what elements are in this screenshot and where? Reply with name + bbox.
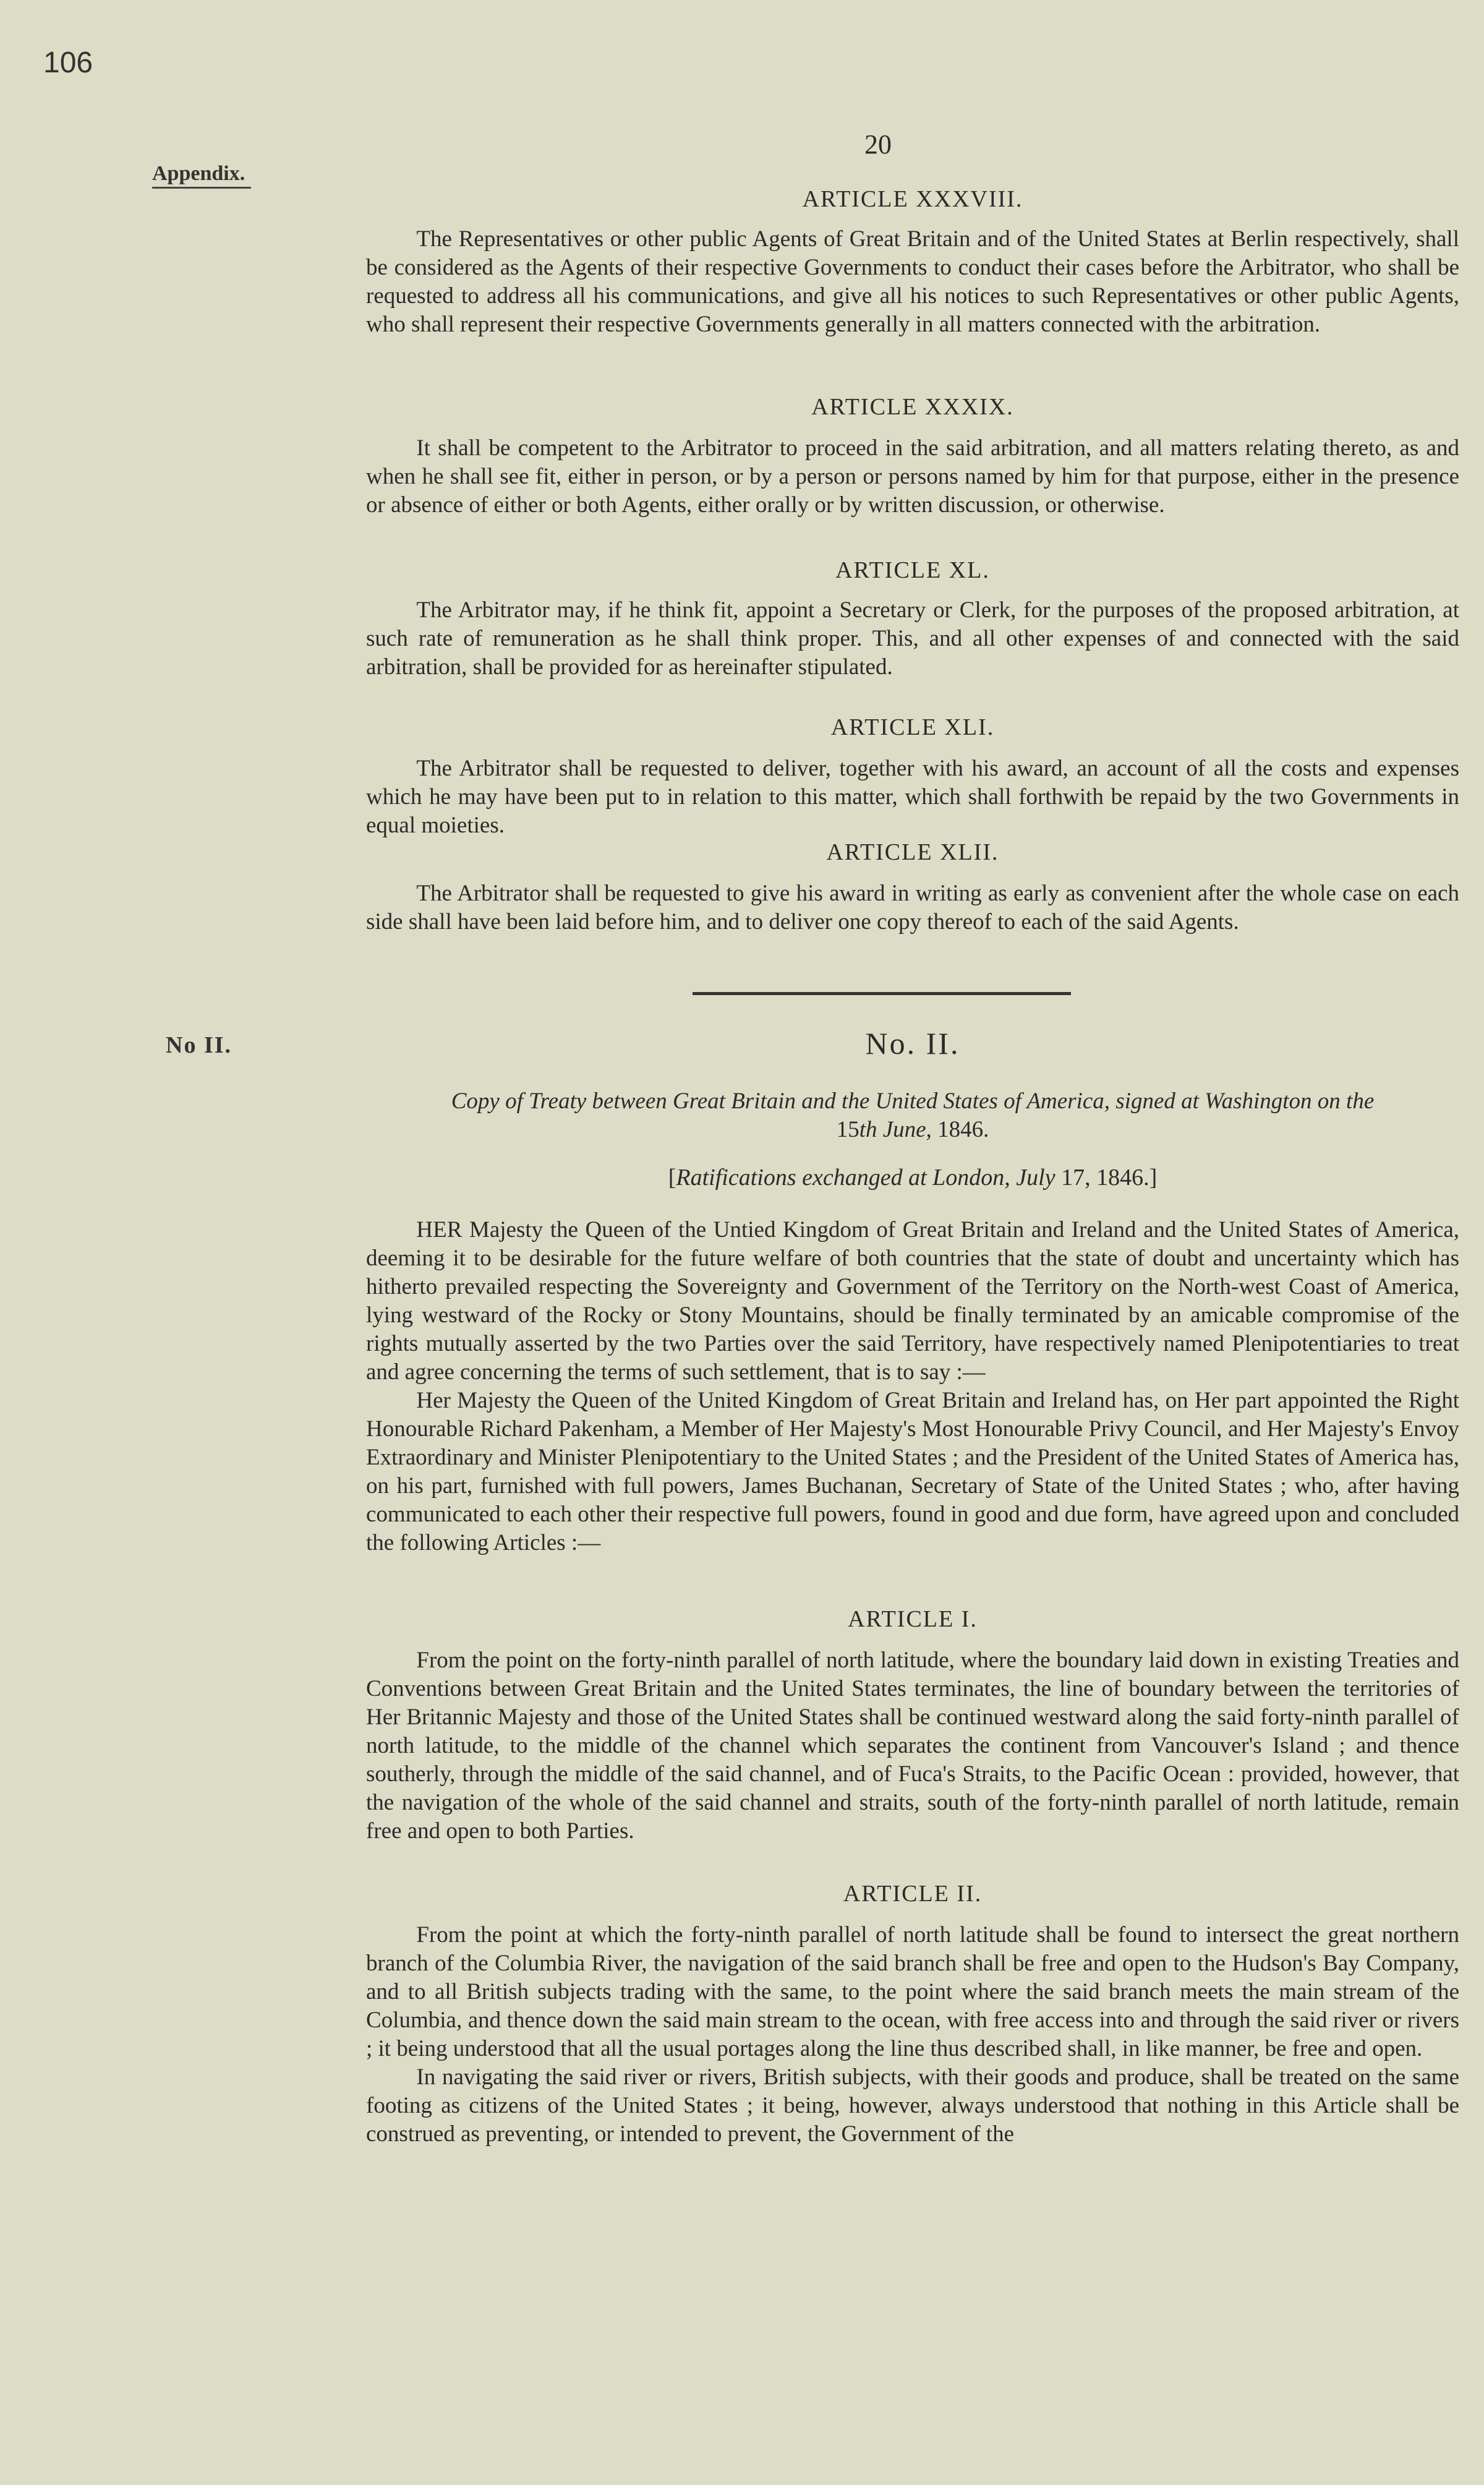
article-heading: ARTICLE XLI.: [830, 714, 995, 740]
article-heading: ARTICLE XXXVIII.: [802, 186, 1023, 212]
margin-appendix-label: Appendix.: [152, 162, 245, 185]
ratification-rest: 17, 1846.]: [1055, 1165, 1158, 1191]
article-xxxix: [366, 393, 1459, 520]
ratification-note: [366, 1164, 1459, 1191]
article-text: The Representatives or other public Agents of Great Britain and of the United States at Berlin respectively, shall be considered as the Agents of their respective Governments to conduct their cases before the Arbitrator, who shall be requested to address all his communications, and give all his notices to such Representatives or other public Agents, who shall represent their respective Governments generally in all matters connected with the arbitration.: [366, 226, 1459, 337]
treaty-plenipotentiaries: Her Majesty the Queen of the United Kingdom of Great Britain and Ireland has, on Her part appointed the Right Honourable Richard Pakenham, a Member of Her Majesty's Most Honourable Privy Council, and Her Majesty's Envoy Extraordinary and Minister Plenipotentiary to the United States ; and the President of the United States of America has, on his part, furnished with full powers, James Buchanan, Secretary of State of the United States ; who, after having communicated to each other their respective full powers, found in good and due form, have agreed upon and concluded the following Articles :—: [366, 1388, 1459, 1555]
article-xl: [366, 557, 1459, 682]
article-heading: ARTICLE XXXIX.: [811, 394, 1014, 420]
stamp-page-number: 106: [43, 46, 93, 79]
article-xli: [366, 714, 1459, 840]
ratification-open: [: [668, 1165, 676, 1191]
page-number: 20: [864, 129, 892, 160]
section-title-no-ii: No. II.: [865, 1026, 960, 1061]
caption-month: th June,: [859, 1117, 932, 1142]
article-text: It shall be competent to the Arbitrator to proceed in the said arbitration, and all matters relating thereto, as and when he shall see fit, either in person, or by a person or persons named by him for that purpose, either in the presence or absence of either or both Agents, either orally or by written discussion, or otherwise.: [366, 435, 1459, 518]
treaty-article-i: [366, 1606, 1459, 1846]
article-xxxviii: [366, 186, 1459, 339]
margin-note-appendix: [152, 162, 251, 189]
article-heading: ARTICLE XLII.: [826, 839, 999, 865]
article-text: The Arbitrator shall be requested to give his award in writing as early as convenient after the whole case on each side shall have been laid before him, and to deliver one copy thereof to each of the said Agents.: [366, 881, 1459, 935]
article-heading: ARTICLE I.: [848, 1606, 978, 1632]
caption-line-1: Copy of Treaty between Great Britain and the United States of America, signed at Washington on the: [451, 1089, 1375, 1114]
treaty-preamble-block: [366, 1216, 1459, 1557]
article-xlii: [366, 839, 1459, 936]
caption-day: 15: [836, 1117, 859, 1142]
ratification-italic: Ratifications exchanged at London, July: [676, 1165, 1055, 1191]
article-text: From the point on the forty-ninth parallel of north latitude, where the boundary laid down in existing Treaties and Conventions between Great Britain and the United States terminates, the line of boundary between the territories of Her Britannic Majesty and those of the United States shall be continued westward along the said forty-ninth parallel of north latitude, to the middle of the channel which separates the continent from Vancouver's Island ; and thence southerly, through the middle of the said channel, and of Fuca's Straits, to the Pacific Ocean : provided, however, that the navigation of the whole of the said channel and straits, south of the forty-ninth parallel of north latitude, remain free and open to both Parties.: [366, 1648, 1459, 1844]
treaty-article-ii: [366, 1880, 1459, 2149]
treaty-caption: [366, 1087, 1459, 1144]
caption-line-2: [366, 1116, 1459, 1144]
margin-appendix-underline: [152, 187, 251, 189]
article-heading: ARTICLE XL.: [835, 557, 990, 583]
margin-note-no-ii: No II.: [166, 1032, 232, 1058]
article-text-continued: In navigating the said river or rivers, British subjects, with their goods and produce, shall be treated on the same footing as citizens of the United States ; it being, however, always understood that nothing in this Article shall be construed as preventing, or intended to prevent, the Government of the: [366, 2064, 1459, 2147]
article-heading: ARTICLE II.: [843, 1881, 983, 1907]
article-text: The Arbitrator shall be requested to deliver, together with his award, an account of all the costs and expenses which he may have been put to in relation to this matter, which shall forthwith be repaid by the two Governments in equal moieties.: [366, 756, 1459, 838]
treaty-preamble: HER Majesty the Queen of the Untied Kingdom of Great Britain and Ireland and the United States of America, deeming it to be desirable for the future welfare of both countries that the state of doubt and uncertainty which has hitherto prevailed respecting the Sovereignty and Government of the Territory on the North-west Coast of America, lying westward of the Rocky or Stony Mountains, should be finally terminated by an amicable compromise of the rights mutually asserted by the two Parties over the said Territory, have respectively named Plenipotentiaries to treat and agree concerning the terms of such settlement, that is to say :—: [366, 1217, 1459, 1385]
section-divider: [693, 992, 1071, 995]
article-text: From the point at which the forty-ninth parallel of north latitude shall be found to intersect the great northern branch of the Columbia River, the navigation of the said branch shall be free and open to the Hudson's Bay Company, and to all British subjects trading with the same, to the point where the said branch meets the main stream of the Columbia, and thence down the said main stream to the ocean, with free access into and through the said river or rivers ; it being understood that all the usual portages along the line thus described shall, in like manner, be free and open.: [366, 1922, 1459, 2061]
caption-year: 1846.: [931, 1117, 989, 1142]
article-text: The Arbitrator may, if he think fit, appoint a Secretary or Clerk, for the purposes of the proposed arbitration, at such rate of remuneration as he shall think proper. This, and all other expenses of and connected with the said arbitration, shall be provided for as hereinafter stipulated.: [366, 597, 1459, 680]
